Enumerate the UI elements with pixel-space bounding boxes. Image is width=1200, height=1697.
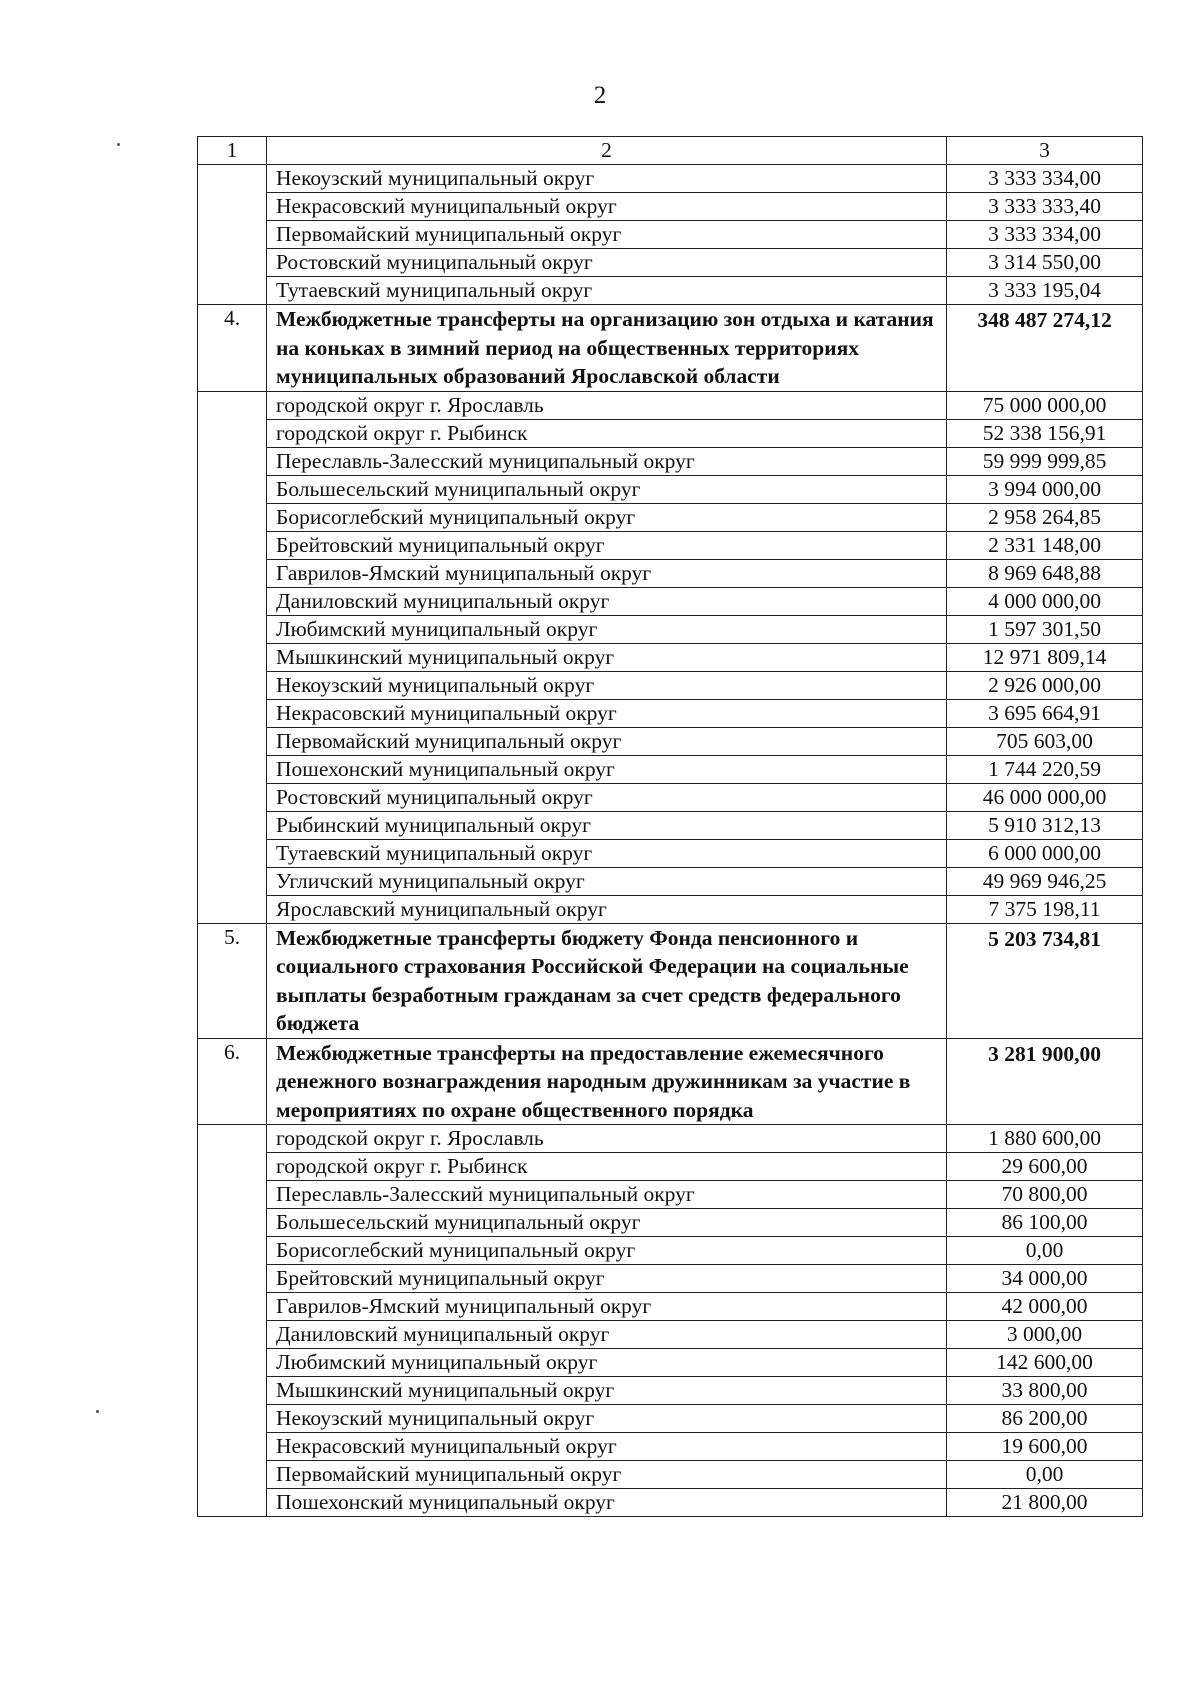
table-row	[198, 1377, 1143, 1405]
municipality-name: городской округ г. Ярославль	[267, 1125, 947, 1153]
amount-value: 86 200,00	[947, 1405, 1143, 1433]
municipality-name: Ростовский муниципальный округ	[267, 249, 947, 277]
row-number-cell	[198, 1209, 267, 1237]
page-number: 2	[593, 82, 607, 109]
table-row	[198, 755, 1143, 783]
row-number-cell	[198, 615, 267, 643]
municipality-name: Тутаевский муниципальный округ	[267, 277, 947, 305]
table-row	[198, 1461, 1143, 1489]
row-number-cell	[198, 531, 267, 559]
amount-value: 19 600,00	[947, 1433, 1143, 1461]
municipality-name: городской округ г. Рыбинск	[267, 419, 947, 447]
amount-value: 4 000 000,00	[947, 587, 1143, 615]
row-number-cell	[198, 391, 267, 419]
table-row	[198, 1265, 1143, 1293]
row-number-cell	[198, 671, 267, 699]
table-row	[198, 277, 1143, 305]
section-title: Межбюджетные трансферты бюджету Фонда пенсионного и социального страхования Российской Федерации на социальные выплаты безработным гражданам за счет средств федерального бюджета	[267, 923, 947, 1038]
row-number-cell	[198, 587, 267, 615]
municipality-name: Даниловский муниципальный округ	[267, 587, 947, 615]
table-row	[198, 615, 1143, 643]
section-total: 3 281 900,00	[947, 1038, 1143, 1125]
amount-value: 705 603,00	[947, 727, 1143, 755]
amount-value: 142 600,00	[947, 1349, 1143, 1377]
amount-value: 3 333 334,00	[947, 221, 1143, 249]
table-row	[198, 1209, 1143, 1237]
row-number-cell	[198, 783, 267, 811]
municipality-name: Даниловский муниципальный округ	[267, 1321, 947, 1349]
table-row	[198, 895, 1143, 923]
table-row	[198, 699, 1143, 727]
table-row	[198, 839, 1143, 867]
municipality-name: Переславль-Залесский муниципальный округ	[267, 447, 947, 475]
table-row	[198, 1125, 1143, 1153]
row-number-cell	[198, 165, 267, 193]
municipality-name: городской округ г. Рыбинск	[267, 1153, 947, 1181]
table-row	[198, 165, 1143, 193]
table-row	[198, 811, 1143, 839]
municipality-name: Некоузский муниципальный округ	[267, 1405, 947, 1433]
table-row	[198, 1405, 1143, 1433]
table-header-row	[198, 137, 1143, 165]
amount-value: 3 000,00	[947, 1321, 1143, 1349]
municipality-name: Некрасовский муниципальный округ	[267, 699, 947, 727]
amount-value: 52 338 156,91	[947, 419, 1143, 447]
municipality-name: Первомайский муниципальный округ	[267, 221, 947, 249]
municipality-name: Борисоглебский муниципальный округ	[267, 503, 947, 531]
row-number-cell	[198, 249, 267, 277]
table-row	[198, 587, 1143, 615]
row-number-cell	[198, 1125, 267, 1153]
municipality-name: Первомайский муниципальный округ	[267, 727, 947, 755]
section-number: 5.	[198, 923, 267, 1038]
column-header-1: 1	[198, 137, 267, 165]
row-number-cell	[198, 1237, 267, 1265]
municipality-name: Некрасовский муниципальный округ	[267, 1433, 947, 1461]
municipality-name: Угличский муниципальный округ	[267, 867, 947, 895]
municipality-name: Любимский муниципальный округ	[267, 1349, 947, 1377]
row-number-cell	[198, 475, 267, 503]
row-number-cell	[198, 1433, 267, 1461]
amount-value: 70 800,00	[947, 1181, 1143, 1209]
amount-value: 2 331 148,00	[947, 531, 1143, 559]
row-number-cell	[198, 1461, 267, 1489]
amount-value: 3 333 333,40	[947, 193, 1143, 221]
table-row	[198, 1349, 1143, 1377]
amount-value: 3 333 334,00	[947, 165, 1143, 193]
row-number-cell	[198, 727, 267, 755]
table-row	[198, 193, 1143, 221]
amount-value: 3 994 000,00	[947, 475, 1143, 503]
table-row	[198, 559, 1143, 587]
municipality-name: Некрасовский муниципальный округ	[267, 193, 947, 221]
amount-value: 1 880 600,00	[947, 1125, 1143, 1153]
municipality-name: городской округ г. Ярославль	[267, 391, 947, 419]
amount-value: 3 695 664,91	[947, 699, 1143, 727]
row-number-cell	[198, 419, 267, 447]
table-row	[198, 727, 1143, 755]
row-number-cell	[198, 839, 267, 867]
municipality-name: Ярославский муниципальный округ	[267, 895, 947, 923]
budget-table-container	[197, 136, 1142, 1517]
amount-value: 0,00	[947, 1461, 1143, 1489]
row-number-cell	[198, 447, 267, 475]
table-row	[198, 447, 1143, 475]
row-number-cell	[198, 867, 267, 895]
municipality-name: Тутаевский муниципальный округ	[267, 839, 947, 867]
municipality-name: Мышкинский муниципальный округ	[267, 643, 947, 671]
row-number-cell	[198, 1265, 267, 1293]
table-row	[198, 221, 1143, 249]
municipality-name: Большесельский муниципальный округ	[267, 1209, 947, 1237]
section-total: 348 487 274,12	[947, 305, 1143, 392]
scan-speck	[96, 1410, 99, 1413]
table-row	[198, 419, 1143, 447]
municipality-name: Борисоглебский муниципальный округ	[267, 1237, 947, 1265]
row-number-cell	[198, 277, 267, 305]
section-row	[198, 923, 1143, 1038]
amount-value: 3 314 550,00	[947, 249, 1143, 277]
row-number-cell	[198, 699, 267, 727]
amount-value: 34 000,00	[947, 1265, 1143, 1293]
table-body	[198, 165, 1143, 1517]
table-row	[198, 783, 1143, 811]
row-number-cell	[198, 503, 267, 531]
row-number-cell	[198, 1349, 267, 1377]
municipality-name: Брейтовский муниципальный округ	[267, 1265, 947, 1293]
amount-value: 42 000,00	[947, 1293, 1143, 1321]
municipality-name: Рыбинский муниципальный округ	[267, 811, 947, 839]
amount-value: 29 600,00	[947, 1153, 1143, 1181]
table-row	[198, 391, 1143, 419]
budget-table	[197, 136, 1143, 1517]
municipality-name: Любимский муниципальный округ	[267, 615, 947, 643]
municipality-name: Мышкинский муниципальный округ	[267, 1377, 947, 1405]
amount-value: 46 000 000,00	[947, 783, 1143, 811]
amount-value: 75 000 000,00	[947, 391, 1143, 419]
table-row	[198, 503, 1143, 531]
row-number-cell	[198, 1377, 267, 1405]
amount-value: 49 969 946,25	[947, 867, 1143, 895]
row-number-cell	[198, 221, 267, 249]
section-row	[198, 305, 1143, 392]
row-number-cell	[198, 1321, 267, 1349]
amount-value: 7 375 198,11	[947, 895, 1143, 923]
amount-value: 0,00	[947, 1237, 1143, 1265]
row-number-cell	[198, 1405, 267, 1433]
section-number: 4.	[198, 305, 267, 392]
municipality-name: Ростовский муниципальный округ	[267, 783, 947, 811]
row-number-cell	[198, 643, 267, 671]
section-title: Межбюджетные трансферты на предоставление ежемесячного денежного вознаграждения народным дружинникам за участие в мероприятиях по охране общественного порядка	[267, 1038, 947, 1125]
table-row	[198, 643, 1143, 671]
amount-value: 2 958 264,85	[947, 503, 1143, 531]
column-header-3: 3	[947, 137, 1143, 165]
amount-value: 12 971 809,14	[947, 643, 1143, 671]
row-number-cell	[198, 1153, 267, 1181]
amount-value: 1 597 301,50	[947, 615, 1143, 643]
amount-value: 6 000 000,00	[947, 839, 1143, 867]
row-number-cell	[198, 1293, 267, 1321]
table-row	[198, 1237, 1143, 1265]
amount-value: 3 333 195,04	[947, 277, 1143, 305]
section-title: Межбюджетные трансферты на организацию зон отдыха и катания на коньках в зимний период на общественных территориях муниципальных образований Ярославской области	[267, 305, 947, 392]
municipality-name: Пошехонский муниципальный округ	[267, 755, 947, 783]
row-number-cell	[198, 811, 267, 839]
table-row	[198, 249, 1143, 277]
section-row	[198, 1038, 1143, 1125]
municipality-name: Первомайский муниципальный округ	[267, 1461, 947, 1489]
table-row	[198, 1489, 1143, 1517]
row-number-cell	[198, 1181, 267, 1209]
amount-value: 1 744 220,59	[947, 755, 1143, 783]
amount-value: 59 999 999,85	[947, 447, 1143, 475]
table-row	[198, 1293, 1143, 1321]
amount-value: 8 969 648,88	[947, 559, 1143, 587]
table-row	[198, 1153, 1143, 1181]
column-header-2: 2	[267, 137, 947, 165]
section-number: 6.	[198, 1038, 267, 1125]
amount-value: 33 800,00	[947, 1377, 1143, 1405]
section-total: 5 203 734,81	[947, 923, 1143, 1038]
table-row	[198, 867, 1143, 895]
row-number-cell	[198, 755, 267, 783]
municipality-name: Некоузский муниципальный округ	[267, 671, 947, 699]
row-number-cell	[198, 895, 267, 923]
municipality-name: Пошехонский муниципальный округ	[267, 1489, 947, 1517]
municipality-name: Большесельский муниципальный округ	[267, 475, 947, 503]
amount-value: 5 910 312,13	[947, 811, 1143, 839]
table-row	[198, 531, 1143, 559]
scan-speck	[117, 143, 120, 146]
municipality-name: Переславль-Залесский муниципальный округ	[267, 1181, 947, 1209]
table-row	[198, 1181, 1143, 1209]
table-row	[198, 1321, 1143, 1349]
table-row	[198, 671, 1143, 699]
row-number-cell	[198, 193, 267, 221]
municipality-name: Гаврилов-Ямский муниципальный округ	[267, 559, 947, 587]
table-row	[198, 1433, 1143, 1461]
row-number-cell	[198, 559, 267, 587]
table-row	[198, 475, 1143, 503]
municipality-name: Некоузский муниципальный округ	[267, 165, 947, 193]
amount-value: 21 800,00	[947, 1489, 1143, 1517]
municipality-name: Брейтовский муниципальный округ	[267, 531, 947, 559]
row-number-cell	[198, 1489, 267, 1517]
amount-value: 2 926 000,00	[947, 671, 1143, 699]
municipality-name: Гаврилов-Ямский муниципальный округ	[267, 1293, 947, 1321]
amount-value: 86 100,00	[947, 1209, 1143, 1237]
